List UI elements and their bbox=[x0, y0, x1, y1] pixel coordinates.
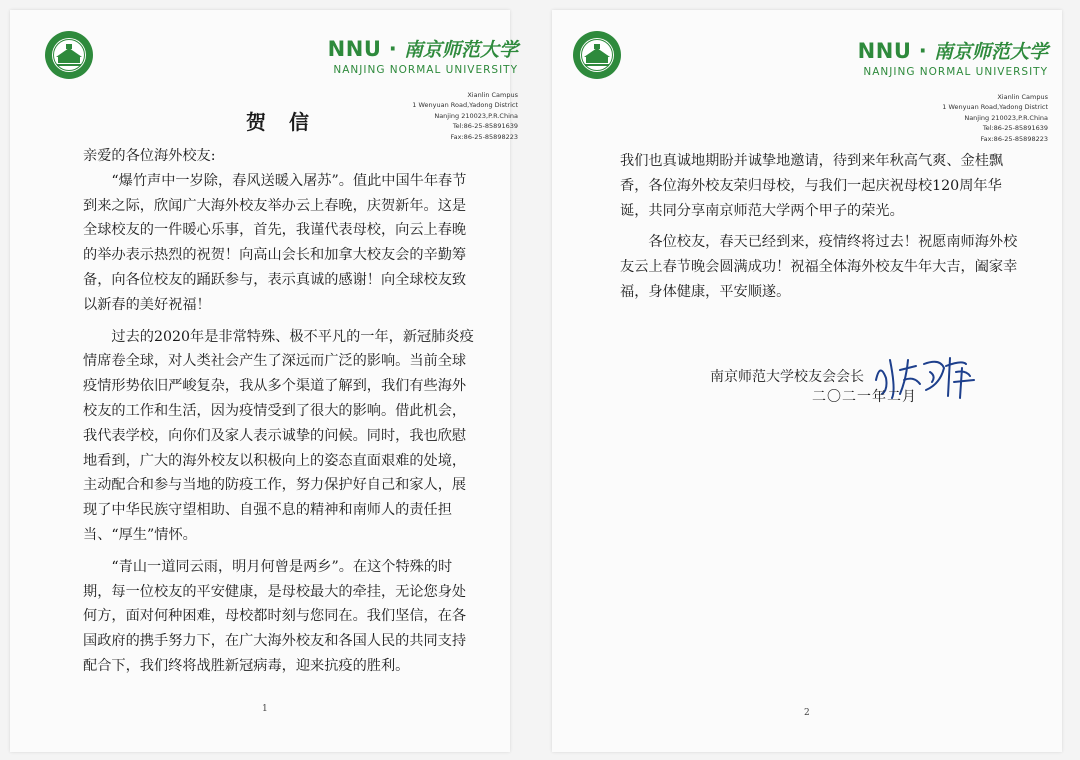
brand-nnu: NNU bbox=[857, 39, 912, 63]
brand-header bbox=[858, 40, 1048, 78]
letter-body-page-1 bbox=[83, 144, 479, 686]
page-number-2: 2 bbox=[804, 708, 810, 718]
salutation: 亲爱的各位海外校友: bbox=[83, 148, 216, 164]
paragraph-5: 各位校友，春天已经到来，疫情终将过去！祝愿南师海外校友云上春节晚会圆满成功！祝福全体海外校友牛年大吉，阖家幸福，身体健康，平安顺遂。 bbox=[620, 234, 1018, 300]
brand-nnu: NNU bbox=[327, 37, 382, 61]
paragraph-1: “爆竹声中一岁除，春风送暖入屠苏”。值此中国牛年春节到来之际，欣闻广大海外校友举办云上春晚，庆贺新年。这是全球校友的一件暖心乐事，首先，我谨代表母校，向云上春晚的举办表示热烈的祝贺！向高山会长和加拿大校友会的辛勤筹备，向各位校友的踊跃参与，表示真诚的感谢！向全球校友致以新春的美好祝福！ bbox=[83, 172, 467, 313]
letter-body-page-2 bbox=[620, 149, 1024, 312]
university-seal-logo bbox=[572, 30, 622, 80]
address-line-1: 1 Wenyuan Road,Yadong District bbox=[942, 103, 1048, 112]
address-line-2: Nanjing 210023,P.R.China bbox=[434, 111, 518, 120]
brand-header bbox=[328, 38, 518, 76]
tel: Tel:86-25-85891639 bbox=[452, 122, 518, 131]
fax: Fax:86-25-85898223 bbox=[980, 134, 1048, 143]
paragraph-4: 我们也真诚地期盼并诚挚地邀请，待到来年秋高气爽、金桂飘香，各位海外校友荣归母校，与我们一起庆祝母校120周年华诞，共同分享南京师范大学两个甲子的荣光。 bbox=[620, 153, 1004, 219]
campus: Xianlin Campus bbox=[467, 91, 518, 99]
brand-cn-name: 南京师范大学 bbox=[933, 41, 1048, 63]
letter-page-2 bbox=[552, 10, 1062, 752]
address-line-1: 1 Wenyuan Road,Yadong District bbox=[412, 101, 518, 110]
tel: Tel:86-25-85891639 bbox=[982, 124, 1048, 133]
paragraph-3: “青山一道同云雨，明月何曾是两乡”。在这个特殊的时期，每一位校友的平安健康，是母校最大的牵挂，无论您身处何方，面对何种困难，母校都时刻与您同在。我们坚信，在各国政府的携手努力下，在广大海外校友和各国人民的共同支持配合下，我们终将战胜新冠病毒，迎来抗疫的胜利。 bbox=[83, 558, 467, 674]
letter-page-1 bbox=[10, 10, 518, 752]
address-line-2: Nanjing 210023,P.R.China bbox=[964, 113, 1048, 122]
paragraph-2: 过去的2020年是非常特殊、极不平凡的一年，新冠肺炎疫情席卷全球，对人类社会产生了深远而广泛的影响。当前全球疫情形势依旧严峻复杂，我从多个渠道了解到，我们有些海外校友的工作和生活，因为疫情受到了很大的影响。借此机会，我代表学校，向你们及家人表示诚挚的问候。同时，我也欣慰地看到，广大的海外校友以积极向上的姿态直面艰难的处境，主动配合和参与当地的防疫工作，努力保护好自己和家人，展现了中华民族守望相助、自强不息的精神和南师人的责任担当、“厚生”情怀。 bbox=[83, 328, 474, 543]
address-block bbox=[412, 90, 518, 142]
campus: Xianlin Campus bbox=[997, 93, 1048, 101]
brand-en-name: NANJING NORMAL UNIVERSITY bbox=[863, 66, 1048, 78]
address-block bbox=[942, 92, 1048, 144]
university-seal-logo bbox=[44, 30, 94, 80]
letter-title: 贺 信 bbox=[246, 110, 317, 134]
letter-date: 二〇二一年二月 bbox=[812, 389, 917, 405]
page-number-1: 1 bbox=[262, 704, 268, 714]
brand-dot: · bbox=[388, 37, 397, 61]
brand-dot: · bbox=[918, 39, 927, 63]
signer-title: 南京师范大学校友会会长 bbox=[710, 369, 864, 385]
brand-cn-name: 南京师范大学 bbox=[403, 39, 518, 61]
brand-en-name: NANJING NORMAL UNIVERSITY bbox=[333, 64, 518, 76]
fax: Fax:86-25-85898223 bbox=[450, 132, 518, 141]
